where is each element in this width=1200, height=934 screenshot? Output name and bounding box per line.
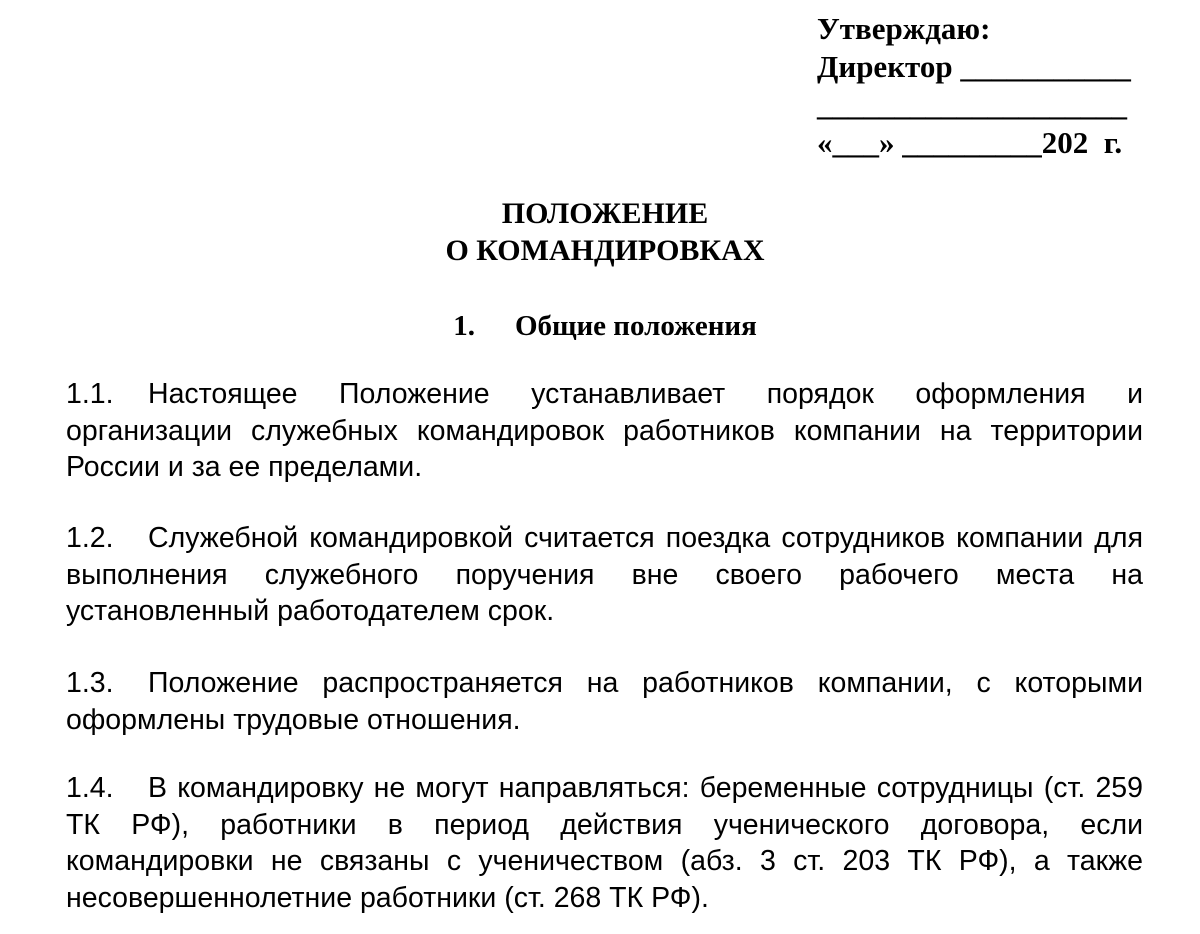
- paragraph-number: 1.1.: [66, 378, 114, 410]
- paragraph-number: 1.2.: [66, 522, 114, 554]
- paragraph-text: Положение распространяется на работников компании, с которыми оформлены трудовые отношения.: [66, 667, 1143, 736]
- document-title-line-2: О КОМАНДИРОВКАХ: [445, 234, 765, 267]
- paragraph-text: Настоящее Положение устанавливает порядок оформления и организации служебных командировок работников компании на территории России и за ее пределами.: [66, 378, 1143, 483]
- director-name-line: ____________________: [817, 87, 1127, 122]
- director-signature-line: Директор ___________: [817, 49, 1131, 84]
- paragraph-1-2: [66, 520, 1143, 630]
- paragraph-1-4: [66, 770, 1143, 916]
- section-number: 1.: [453, 310, 475, 342]
- paragraph-number: 1.3.: [66, 667, 114, 699]
- paragraph-number: 1.4.: [66, 772, 114, 804]
- approval-block: [817, 10, 1157, 162]
- paragraph-1-1: [66, 376, 1143, 486]
- document-title-line-1: ПОЛОЖЕНИЕ: [501, 197, 709, 230]
- section-heading: [0, 308, 1200, 344]
- approval-heading: Утверждаю:: [817, 11, 991, 46]
- section-title: Общие положения: [514, 310, 757, 342]
- document-title: [0, 195, 1200, 269]
- approval-date-line: «___» _________202 г.: [817, 125, 1123, 160]
- paragraph-text: Служебной командировкой считается поездка сотрудников компании для выполнения служебного поручения вне своего рабочего места на установленный работодателем срок.: [66, 522, 1143, 627]
- paragraph-text: В командировку не могут направляться: беременные сотрудницы (ст. 259 ТК РФ), работники в период действия ученического договора, если командировки не связаны с ученичеством (абз. 3 ст. 203 ТК РФ), а также несовершеннолетние работники (ст. 268 ТК РФ).: [66, 772, 1143, 914]
- paragraph-1-3: [66, 665, 1143, 738]
